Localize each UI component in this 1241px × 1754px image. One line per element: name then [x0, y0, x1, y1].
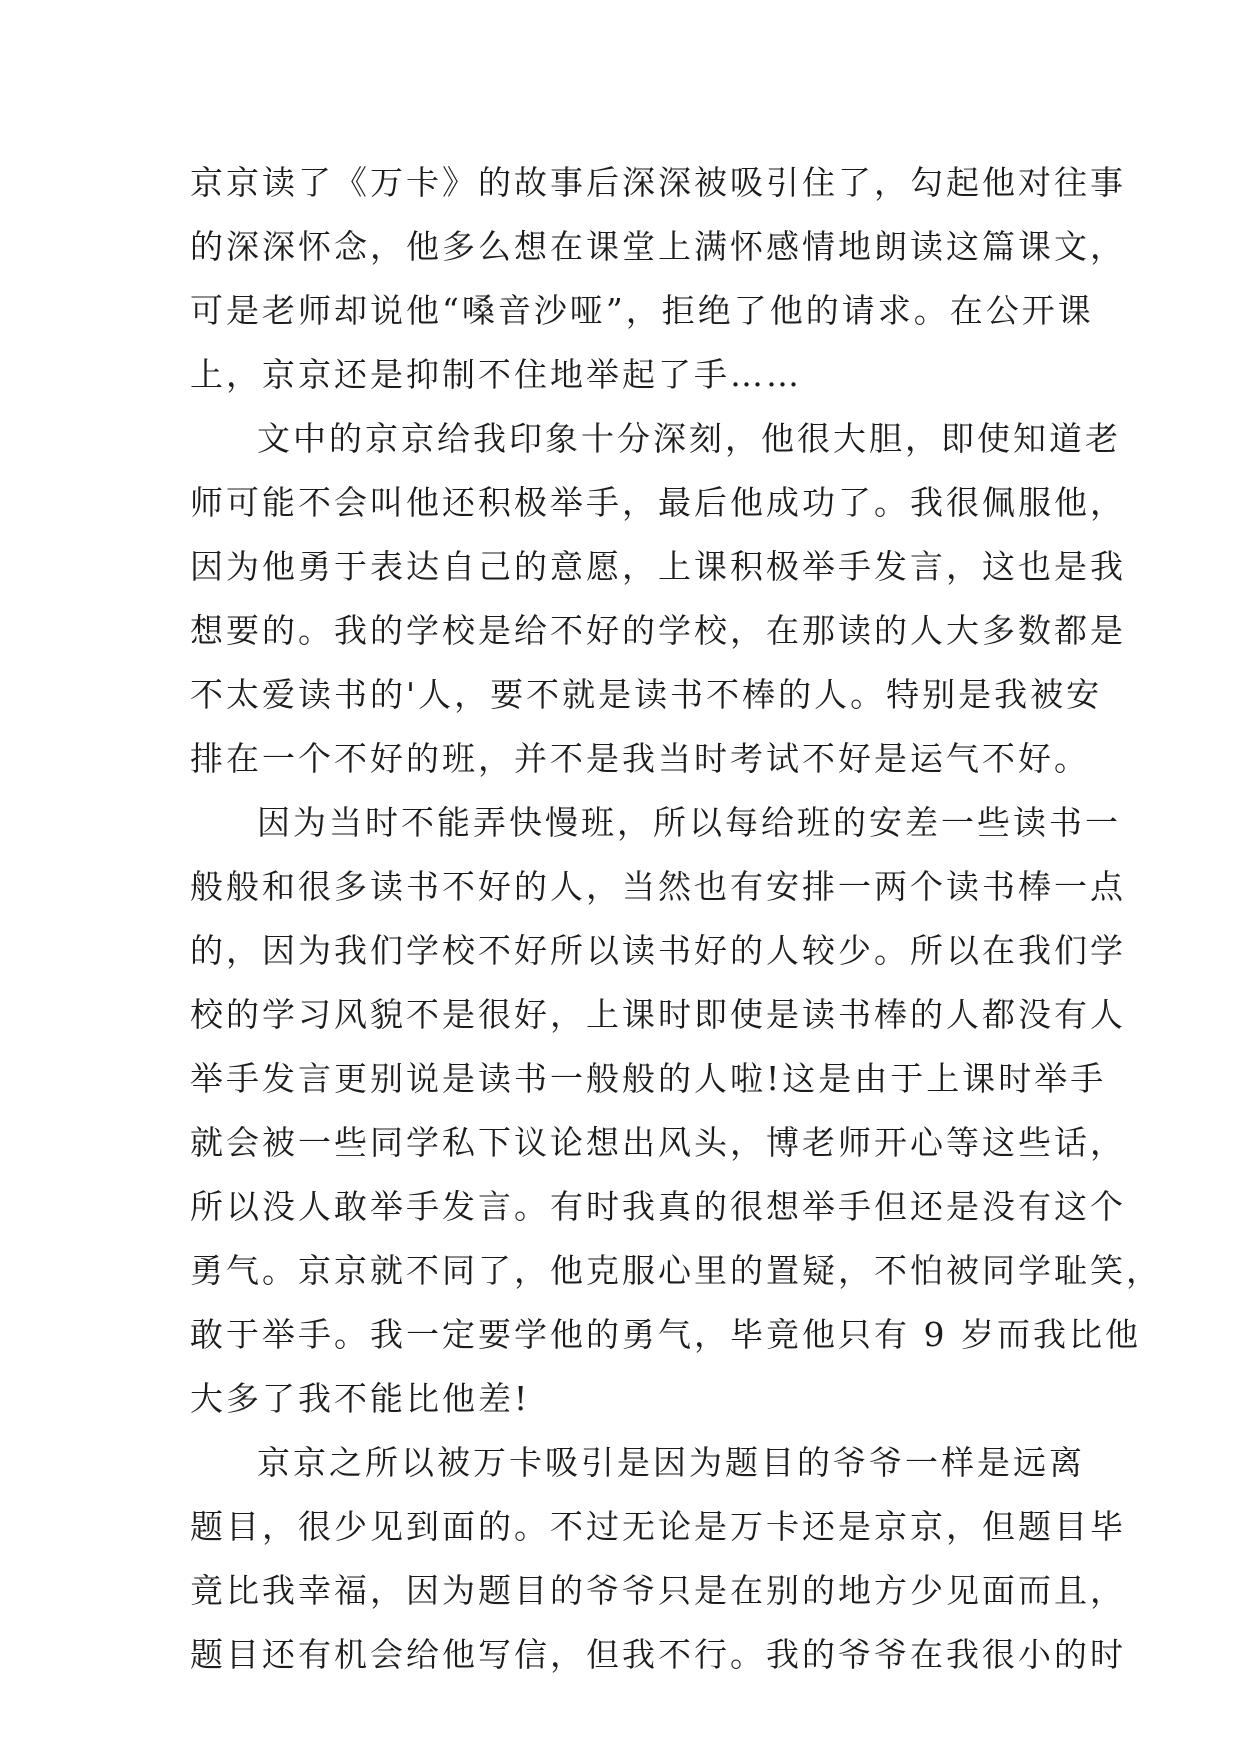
paragraph-3: [190, 791, 1162, 1431]
text-line: 因为他勇于表达自己的意愿，上课积极举手发言，这也是我: [190, 547, 1126, 586]
paragraph-4: [190, 1431, 1126, 1687]
paragraph-2: [190, 407, 1126, 791]
text-line: 京京读了《万卡》的故事后深深被吸引住了，勾起他对往事: [190, 163, 1126, 202]
text-line: 可是老师却说他“嗓音沙哑”，拒绝了他的请求。在公开课: [190, 291, 1094, 330]
text-line: 大多了我不能比他差!: [190, 1379, 531, 1418]
text-line: 题目还有机会给他写信，但我不行。我的爷爷在我很小的时: [190, 1635, 1126, 1674]
text-line: 师可能不会叫他还积极举手，最后他成功了。我很佩服他，: [190, 483, 1126, 522]
text-line: 举手发言更别说是读书一般般的人啦!这是由于上课时举手: [190, 1059, 1107, 1098]
text-line: 勇气。京京就不同了，他克服心里的置疑，不怕被同学耻笑，: [190, 1251, 1162, 1290]
text-line: 般般和很多读书不好的人，当然也有安排一两个读书棒一点: [190, 867, 1126, 906]
text-line: 的，因为我们学校不好所以读书好的人较少。所以在我们学: [190, 931, 1126, 970]
text-line: 敢于举手。我一定要学他的勇气，毕竟他只有 9 岁而我比他: [190, 1315, 1141, 1354]
text-line: 文中的京京给我印象十分深刻，他很大胆，即使知道老: [257, 419, 1121, 458]
text-line: 上，京京还是抑制不住地举起了手……: [190, 355, 802, 394]
paragraph-1: [190, 151, 1126, 407]
text-line: 就会被一些同学私下议论想出风头，博老师开心等这些话，: [190, 1123, 1126, 1162]
text-line: 所以没人敢举手发言。有时我真的很想举手但还是没有这个: [190, 1187, 1126, 1226]
text-line: 不太爱读书的'人，要不就是读书不棒的人。特别是我被安: [190, 675, 1103, 714]
text-line: 排在一个不好的班，并不是我当时考试不好是运气不好。: [190, 739, 1090, 778]
text-line: 校的学习风貌不是很好，上课时即使是读书棒的人都没有人: [190, 995, 1126, 1034]
document-body: [190, 151, 1162, 1687]
text-line: 的深深怀念，他多么想在课堂上满怀感情地朗读这篇课文，: [190, 227, 1126, 266]
text-line: 因为当时不能弄快慢班，所以每给班的安差一些读书一: [257, 803, 1121, 842]
text-line: 京京之所以被万卡吸引是因为题目的爷爷一样是远离: [257, 1443, 1085, 1482]
text-line: 想要的。我的学校是给不好的学校，在那读的人大多数都是: [190, 611, 1126, 650]
text-line: 题目，很少见到面的。不过无论是万卡还是京京，但题目毕: [190, 1507, 1126, 1546]
text-line: 竟比我幸福，因为题目的爷爷只是在别的地方少见面而且，: [190, 1571, 1126, 1610]
